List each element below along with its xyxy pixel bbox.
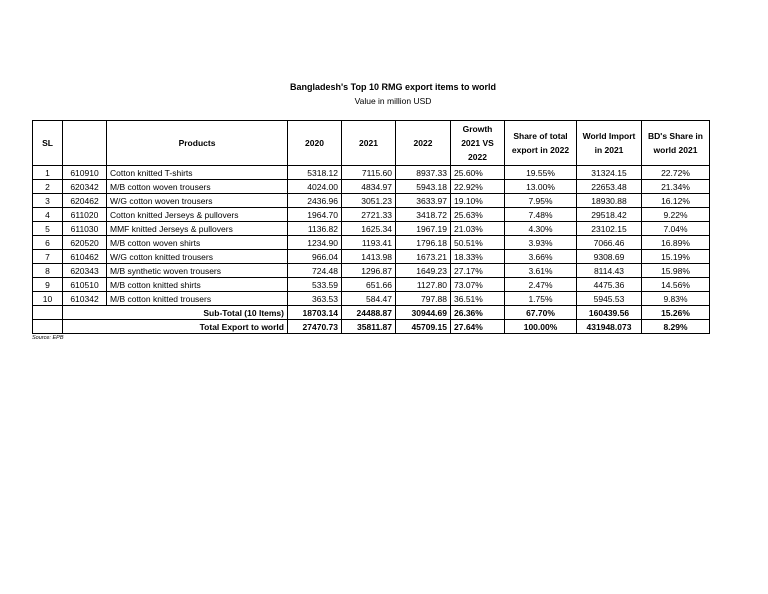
growth-cell: 22.92% [451,180,505,194]
total-code-cell [63,320,107,334]
value-2021-cell: 7115.60 [342,166,396,180]
world-import-cell: 8114.43 [577,264,642,278]
share-cell: 13.00% [505,180,577,194]
share-cell: 4.30% [505,222,577,236]
hs-code-cell: 620343 [63,264,107,278]
value-2022-cell: 5943.18 [396,180,451,194]
subtotal-growth: 26.36% [451,306,505,320]
sl-cell: 9 [33,278,63,292]
total-label: Total Export to world [107,320,288,334]
world-import-cell: 7066.46 [577,236,642,250]
share-cell: 3.93% [505,236,577,250]
share-cell: 3.66% [505,250,577,264]
table-row [33,278,710,292]
product-cell: Cotton knitted T-shirts [107,166,288,180]
hs-code-cell: 610462 [63,250,107,264]
world-import-cell: 4475.36 [577,278,642,292]
value-2020-cell: 724.48 [288,264,342,278]
header-row [33,121,710,166]
value-2022-cell: 797.88 [396,292,451,306]
hs-code-cell: 620520 [63,236,107,250]
sl-cell: 2 [33,180,63,194]
growth-cell: 50.51% [451,236,505,250]
total-row [33,320,710,334]
share-cell: 7.48% [505,208,577,222]
bd-share-cell: 7.04% [642,222,710,236]
subtotal-share: 67.70% [505,306,577,320]
share-cell: 3.61% [505,264,577,278]
product-cell: M/B cotton knitted trousers [107,292,288,306]
value-2020-cell: 966.04 [288,250,342,264]
bd-share-cell: 22.72% [642,166,710,180]
subtotal-world-import: 160439.56 [577,306,642,320]
subtotal-2021: 24488.87 [342,306,396,320]
total-2020: 27470.73 [288,320,342,334]
bd-share-cell: 9.22% [642,208,710,222]
value-2021-cell: 3051.23 [342,194,396,208]
table-row [33,236,710,250]
value-2022-cell: 1127.80 [396,278,451,292]
world-import-cell: 9308.69 [577,250,642,264]
table-row [33,208,710,222]
header-2020: 2020 [288,121,342,166]
subtotal-2022: 30944.69 [396,306,451,320]
sl-cell: 5 [33,222,63,236]
value-2021-cell: 4834.97 [342,180,396,194]
sl-cell: 4 [33,208,63,222]
table-subtitle: Value in million USD [354,96,432,106]
rmg-export-table [32,120,710,334]
table-row [33,222,710,236]
value-2021-cell: 1625.34 [342,222,396,236]
share-cell: 7.95% [505,194,577,208]
hs-code-cell: 610510 [63,278,107,292]
subtotal-sl-cell [33,306,63,320]
total-2021: 35811.87 [342,320,396,334]
table-row [33,194,710,208]
growth-cell: 25.60% [451,166,505,180]
value-2021-cell: 1413.98 [342,250,396,264]
header-share: Share of total export in 2022 [505,121,577,166]
total-growth: 27.64% [451,320,505,334]
value-2021-cell: 1296.87 [342,264,396,278]
product-cell: W/G cotton woven trousers [107,194,288,208]
table-row [33,264,710,278]
share-cell: 19.55% [505,166,577,180]
subtotal-code-cell [63,306,107,320]
header-sl: SL [33,121,63,166]
product-cell: M/B cotton knitted shirts [107,278,288,292]
world-import-cell: 18930.88 [577,194,642,208]
total-world-import: 431948.073 [577,320,642,334]
bd-share-cell: 16.12% [642,194,710,208]
product-cell: M/B cotton woven trousers [107,180,288,194]
subtotal-2020: 18703.14 [288,306,342,320]
bd-share-cell: 21.34% [642,180,710,194]
product-cell: Cotton knitted Jerseys & pullovers [107,208,288,222]
growth-cell: 21.03% [451,222,505,236]
value-2022-cell: 1967.19 [396,222,451,236]
growth-cell: 19.10% [451,194,505,208]
source-note: Source: EPB [32,335,64,341]
header-bd-share: BD's Share in world 2021 [642,121,710,166]
growth-cell: 36.51% [451,292,505,306]
hs-code-cell: 611020 [63,208,107,222]
subtotal-bd-share: 15.26% [642,306,710,320]
value-2022-cell: 1796.18 [396,236,451,250]
table-row [33,180,710,194]
value-2020-cell: 4024.00 [288,180,342,194]
header-2021: 2021 [342,121,396,166]
product-cell: M/B synthetic woven trousers [107,264,288,278]
hs-code-cell: 611030 [63,222,107,236]
hs-code-cell: 620342 [63,180,107,194]
world-import-cell: 5945.53 [577,292,642,306]
total-2022: 45709.15 [396,320,451,334]
sl-cell: 10 [33,292,63,306]
bd-share-cell: 15.19% [642,250,710,264]
hs-code-cell: 610910 [63,166,107,180]
value-2020-cell: 1234.90 [288,236,342,250]
value-2021-cell: 2721.33 [342,208,396,222]
value-2020-cell: 1964.70 [288,208,342,222]
growth-cell: 18.33% [451,250,505,264]
growth-cell: 73.07% [451,278,505,292]
sl-cell: 6 [33,236,63,250]
value-2022-cell: 1649.23 [396,264,451,278]
value-2022-cell: 3633.97 [396,194,451,208]
table-row [33,292,710,306]
header-code [63,121,107,166]
sl-cell: 8 [33,264,63,278]
header-products: Products [107,121,288,166]
world-import-cell: 31324.15 [577,166,642,180]
bd-share-cell: 14.56% [642,278,710,292]
product-cell: MMF knitted Jerseys & pullovers [107,222,288,236]
value-2020-cell: 533.59 [288,278,342,292]
hs-code-cell: 620462 [63,194,107,208]
total-bd-share: 8.29% [642,320,710,334]
subtotal-label: Sub-Total (10 Items) [107,306,288,320]
total-share: 100.00% [505,320,577,334]
subtotal-row [33,306,710,320]
table-row [33,250,710,264]
value-2022-cell: 3418.72 [396,208,451,222]
table-row [33,166,710,180]
sl-cell: 1 [33,166,63,180]
product-cell: M/B cotton woven shirts [107,236,288,250]
hs-code-cell: 610342 [63,292,107,306]
value-2020-cell: 1136.82 [288,222,342,236]
value-2022-cell: 8937.33 [396,166,451,180]
share-cell: 2.47% [505,278,577,292]
bd-share-cell: 16.89% [642,236,710,250]
sl-cell: 7 [33,250,63,264]
header-growth: Growth 2021 VS 2022 [451,121,505,166]
value-2022-cell: 1673.21 [396,250,451,264]
bd-share-cell: 15.98% [642,264,710,278]
value-2021-cell: 584.47 [342,292,396,306]
value-2021-cell: 651.66 [342,278,396,292]
table-title: Bangladesh's Top 10 RMG export items to world [289,82,496,92]
world-import-cell: 23102.15 [577,222,642,236]
value-2020-cell: 2436.96 [288,194,342,208]
world-import-cell: 22653.48 [577,180,642,194]
value-2021-cell: 1193.41 [342,236,396,250]
total-sl-cell [33,320,63,334]
world-import-cell: 29518.42 [577,208,642,222]
value-2020-cell: 5318.12 [288,166,342,180]
header-2022: 2022 [396,121,451,166]
value-2020-cell: 363.53 [288,292,342,306]
sl-cell: 3 [33,194,63,208]
bd-share-cell: 9.83% [642,292,710,306]
header-world-import: World Import in 2021 [577,121,642,166]
product-cell: W/G cotton knitted trousers [107,250,288,264]
growth-cell: 25.63% [451,208,505,222]
share-cell: 1.75% [505,292,577,306]
growth-cell: 27.17% [451,264,505,278]
table-body [33,166,710,306]
